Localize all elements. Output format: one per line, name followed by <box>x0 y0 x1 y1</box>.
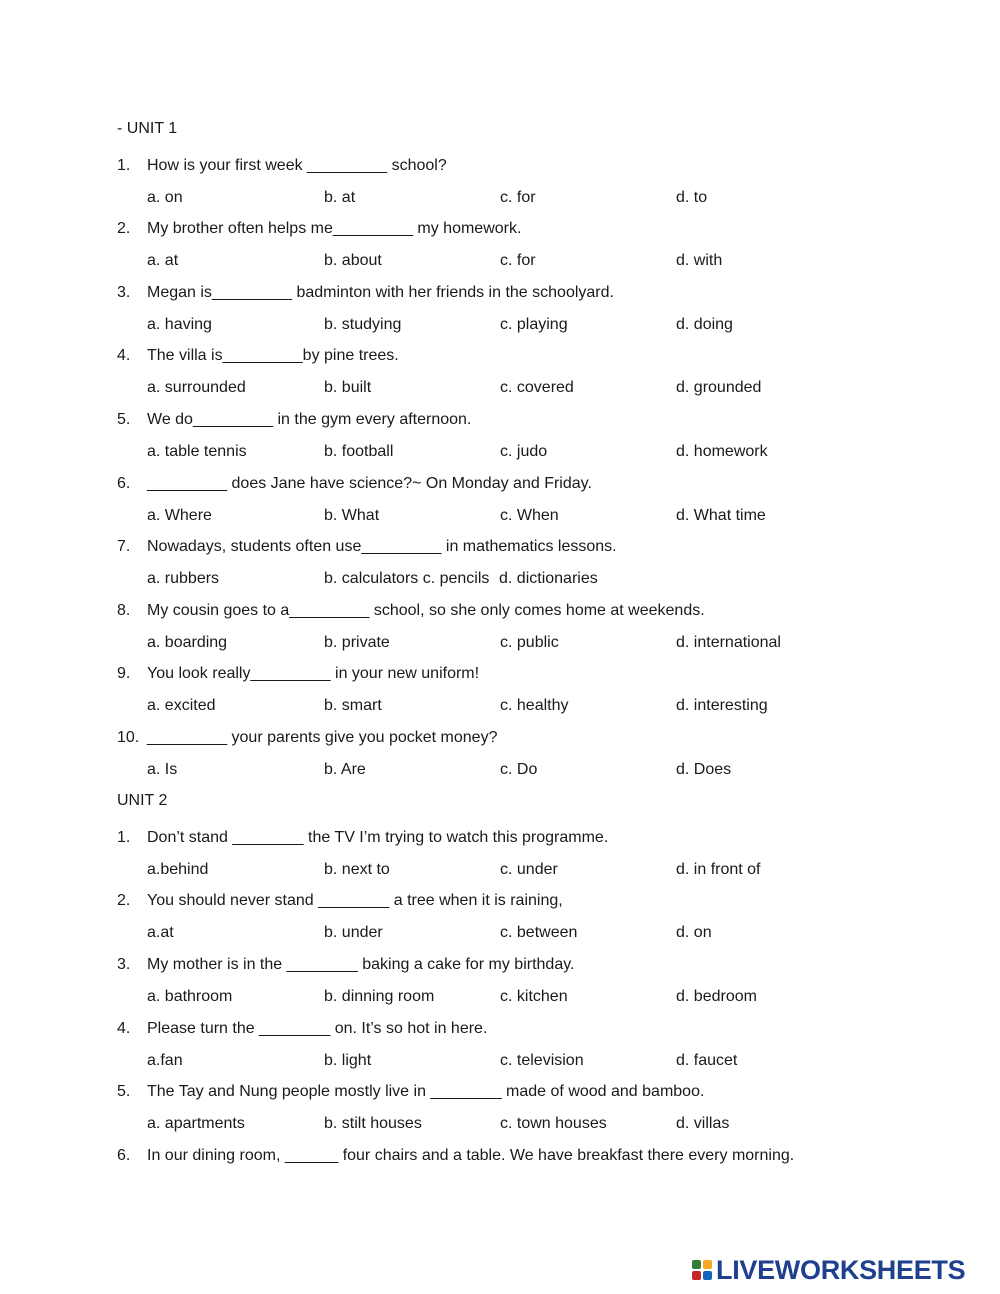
question-text: My mother is in the ________ baking a cake for my birthday. <box>147 956 575 973</box>
option-c[interactable]: c. kitchen <box>500 988 568 1005</box>
logo-tile-green <box>692 1260 701 1269</box>
question-row <box>117 346 877 366</box>
option-b[interactable]: b. built <box>324 379 372 396</box>
question-row <box>117 537 877 557</box>
logo-tile-yellow <box>703 1260 712 1269</box>
question-text: Don’t stand ________ the TV I’m trying to watch this programme. <box>147 829 609 846</box>
logo-tile-red <box>692 1271 701 1280</box>
option-d[interactable]: d. homework <box>676 443 768 460</box>
question-text: The villa is_________by pine trees. <box>147 347 399 364</box>
option-d[interactable]: d. dictionaries <box>499 570 598 587</box>
question-text: We do_________ in the gym every afternoon. <box>147 411 472 428</box>
option-d[interactable]: d. bedroom <box>676 988 757 1005</box>
question-number: 7. <box>117 538 131 555</box>
liveworksheets-logo[interactable] <box>692 1255 992 1285</box>
question-text: You should never stand ________ a tree when it is raining, <box>147 892 563 909</box>
question-row <box>117 601 877 621</box>
question-number: 5. <box>117 1083 131 1100</box>
option-c[interactable]: c. playing <box>500 316 568 333</box>
option-b[interactable]: b. private <box>324 634 390 651</box>
option-a[interactable]: a. on <box>147 189 183 206</box>
question-number: 2. <box>117 220 131 237</box>
option-b[interactable]: b. next to <box>324 861 390 878</box>
question-row <box>117 891 877 911</box>
unit1-title: - UNIT 1 <box>117 120 178 137</box>
options-row <box>117 987 877 1007</box>
option-a[interactable]: a.behind <box>147 861 209 878</box>
question-row <box>117 1019 877 1039</box>
option-d[interactable]: d. What time <box>676 507 766 524</box>
question-text: My cousin goes to a_________ school, so she only comes home at weekends. <box>147 602 705 619</box>
options-row <box>117 1114 877 1134</box>
option-c[interactable]: c. covered <box>500 379 574 396</box>
option-c[interactable]: c. television <box>500 1052 584 1069</box>
option-b[interactable]: b. light <box>324 1052 372 1069</box>
logo-tile-blue <box>703 1271 712 1280</box>
option-d[interactable]: d. international <box>676 634 781 651</box>
options-row <box>117 506 877 526</box>
option-c[interactable]: c. Do <box>500 761 538 778</box>
options-row <box>117 696 877 716</box>
option-a[interactable]: a. surrounded <box>147 379 246 396</box>
option-d[interactable]: d. to <box>676 189 708 206</box>
question-number: 3. <box>117 956 131 973</box>
option-d[interactable]: d. interesting <box>676 697 768 714</box>
question-text: _________ does Jane have science?~ On Monday and Friday. <box>147 475 592 492</box>
question-number: 9. <box>117 665 131 682</box>
option-c[interactable]: c. under <box>500 861 558 878</box>
option-c[interactable]: c. between <box>500 924 578 941</box>
question-text: The Tay and Nung people mostly live in ________ made of wood and bamboo. <box>147 1083 705 1100</box>
option-d[interactable]: d. with <box>676 252 723 269</box>
options-row <box>117 315 877 335</box>
question-text: _________ your parents give you pocket money? <box>147 729 498 746</box>
question-number: 10. <box>117 729 140 746</box>
question-row <box>117 955 877 975</box>
option-c[interactable]: c. public <box>500 634 559 651</box>
option-b[interactable]: b. Are <box>324 761 366 778</box>
question-text: Megan is_________ badminton with her friends in the schoolyard. <box>147 284 614 301</box>
option-a[interactable]: a. Where <box>147 507 212 524</box>
option-b[interactable]: b. under <box>324 924 383 941</box>
options-row <box>117 760 877 780</box>
question-number: 6. <box>117 1147 131 1164</box>
option-a[interactable]: a.fan <box>147 1052 183 1069</box>
option-c[interactable]: c. judo <box>500 443 548 460</box>
option-c[interactable]: c. When <box>500 507 559 524</box>
option-d[interactable]: d. Does <box>676 761 732 778</box>
option-d[interactable]: d. grounded <box>676 379 762 396</box>
option-c[interactable]: c. for <box>500 189 536 206</box>
logo-text: LIVEWORKSHEETS <box>716 1255 966 1285</box>
options-row <box>117 569 877 589</box>
option-a[interactable]: a. boarding <box>147 634 228 651</box>
question-number: 3. <box>117 284 131 301</box>
question-row <box>117 410 877 430</box>
option-d[interactable]: d. faucet <box>676 1052 738 1069</box>
option-b[interactable]: b. stilt houses <box>324 1115 422 1132</box>
option-a[interactable]: a. bathroom <box>147 988 233 1005</box>
question-number: 4. <box>117 1020 131 1037</box>
question-row <box>117 1082 877 1102</box>
option-b[interactable]: b. about <box>324 252 382 269</box>
option-b[interactable]: b. smart <box>324 697 382 714</box>
option-b[interactable]: b. dinning room <box>324 988 435 1005</box>
options-row <box>117 378 877 398</box>
option-b-c[interactable]: b. calculators c. pencils <box>324 570 490 587</box>
option-a[interactable]: a. table tennis <box>147 443 247 460</box>
question-text: How is your first week _________ school? <box>147 157 447 174</box>
question-number: 4. <box>117 347 131 364</box>
option-d[interactable]: d. villas <box>676 1115 730 1132</box>
question-row <box>117 219 877 239</box>
option-c[interactable]: c. for <box>500 252 536 269</box>
option-b[interactable]: b. studying <box>324 316 402 333</box>
options-row <box>117 251 877 271</box>
question-row <box>117 283 877 303</box>
question-row <box>117 156 877 176</box>
question-text: My brother often helps me_________ my homework. <box>147 220 522 237</box>
option-d[interactable]: d. doing <box>676 316 733 333</box>
question-row <box>117 828 877 848</box>
question-row <box>117 474 877 494</box>
option-b[interactable]: b. football <box>324 443 394 460</box>
options-row <box>117 923 877 943</box>
option-d[interactable]: d. on <box>676 924 712 941</box>
options-row <box>117 1051 877 1071</box>
option-a[interactable]: a. Is <box>147 761 178 778</box>
question-number: 2. <box>117 892 131 909</box>
question-row <box>117 728 877 748</box>
option-a[interactable]: a. rubbers <box>147 570 220 587</box>
unit2-title: UNIT 2 <box>117 792 168 809</box>
question-row <box>117 664 877 684</box>
options-row <box>117 188 877 208</box>
question-number: 1. <box>117 157 131 174</box>
question-number: 5. <box>117 411 131 428</box>
option-a[interactable]: a. having <box>147 316 212 333</box>
option-a[interactable]: a. apartments <box>147 1115 245 1132</box>
option-b[interactable]: b. What <box>324 507 380 524</box>
option-c[interactable]: c. healthy <box>500 697 569 714</box>
question-number: 8. <box>117 602 131 619</box>
option-a[interactable]: a. at <box>147 252 179 269</box>
option-a[interactable]: a. excited <box>147 697 216 714</box>
question-number: 6. <box>117 475 131 492</box>
option-d[interactable]: d. in front of <box>676 861 761 878</box>
question-text: You look really_________ in your new uniform! <box>147 665 480 682</box>
option-a[interactable]: a.at <box>147 924 174 941</box>
question-text: Nowadays, students often use_________ in mathematics lessons. <box>147 538 617 555</box>
option-b[interactable]: b. at <box>324 189 356 206</box>
question-text: In our dining room, ______ four chairs and a table. We have breakfast there every morning. <box>147 1147 795 1164</box>
options-row <box>117 633 877 653</box>
question-number: 1. <box>117 829 131 846</box>
question-row <box>117 1146 917 1166</box>
options-row <box>117 442 877 462</box>
option-c[interactable]: c. town houses <box>500 1115 607 1132</box>
options-row <box>117 860 877 880</box>
question-text: Please turn the ________ on. It’s so hot in here. <box>147 1020 488 1037</box>
logo-mark-icon <box>692 1260 712 1280</box>
